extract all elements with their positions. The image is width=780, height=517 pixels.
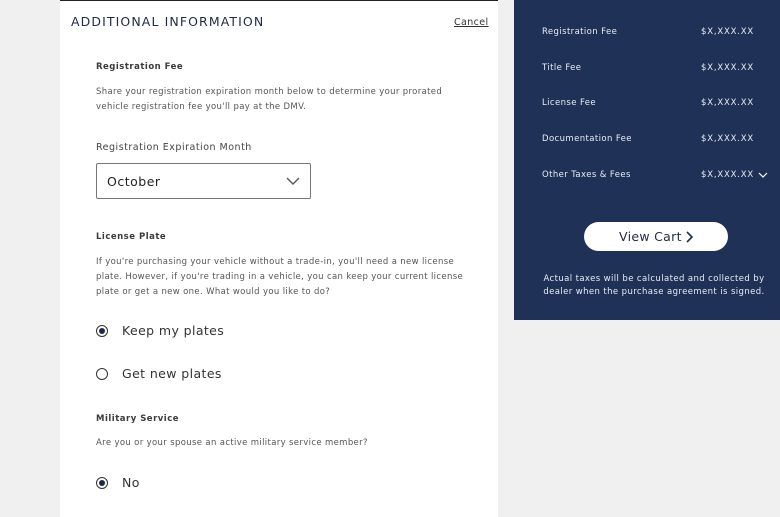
fee-value: $X,XXX.XX: [701, 134, 754, 144]
fee-row-other-taxes[interactable]: [542, 170, 780, 184]
fee-label: License Fee: [542, 98, 597, 108]
license-plate-help-text: [96, 255, 463, 300]
fee-label: Documentation Fee: [542, 134, 632, 144]
disclaimer-line: dealer when the purchase agreement is signed.: [543, 287, 765, 297]
fee-label: Other Taxes & Fees: [542, 170, 631, 180]
panel-title: ADDITIONAL INFORMATION: [71, 14, 265, 29]
license-plate-help-line: If you're purchasing your vehicle without a trade-in, you'll need a new license: [96, 257, 455, 267]
fee-value: $X,XXX.XX: [701, 27, 754, 37]
fee-row-registration: [542, 27, 780, 41]
view-cart-label: View Cart: [619, 229, 682, 244]
new-plates-label: Get new plates: [122, 366, 222, 381]
expiration-month-select[interactable]: [96, 163, 311, 199]
fee-summary-panel: [514, 0, 780, 320]
fee-value: $X,XXX.XX: [701, 98, 754, 108]
registration-help-text: [96, 85, 442, 115]
license-plate-help-line: plate. However, if you're trading in a vehicle, you can keep your current license: [96, 272, 464, 282]
cancel-link[interactable]: Cancel: [454, 17, 489, 28]
military-no-label: No: [122, 475, 140, 490]
disclaimer-line: Actual taxes will be calculated and collected by: [543, 274, 765, 284]
fee-row-title: [542, 63, 780, 77]
military-service-heading: Military Service: [96, 414, 180, 424]
fee-value: $X,XXX.XX: [701, 63, 754, 73]
tax-disclaimer: [536, 273, 772, 299]
additional-information-panel: [60, 0, 498, 517]
license-plate-help-line: plate or get a new one. What would you like to do?: [96, 287, 331, 297]
military-no-radio[interactable]: [96, 477, 108, 489]
military-help-text: Are you or your spouse an active military service member?: [96, 438, 368, 448]
keep-plates-label: Keep my plates: [122, 323, 225, 338]
fee-value: $X,XXX.XX: [701, 170, 754, 180]
registration-help-line: vehicle registration fee you'll pay at the DMV.: [96, 102, 307, 112]
chevron-down-icon: [286, 176, 300, 186]
selected-month: October: [107, 174, 161, 189]
fee-label: Title Fee: [542, 63, 582, 73]
fee-row-license: [542, 98, 780, 112]
new-plates-radio[interactable]: [96, 368, 108, 380]
fee-row-documentation: [542, 134, 780, 148]
registration-help-line: Share your registration expiration month below to determine your prorated: [96, 87, 443, 97]
view-cart-button[interactable]: [584, 222, 728, 251]
license-plate-heading: License Plate: [96, 232, 167, 242]
keep-plates-radio[interactable]: [96, 325, 108, 337]
chevron-down-icon[interactable]: [758, 171, 768, 179]
chevron-right-icon: [685, 231, 693, 243]
fee-label: Registration Fee: [542, 27, 618, 37]
registration-fee-heading: Registration Fee: [96, 62, 184, 72]
expiration-month-label: Registration Expiration Month: [96, 142, 252, 153]
